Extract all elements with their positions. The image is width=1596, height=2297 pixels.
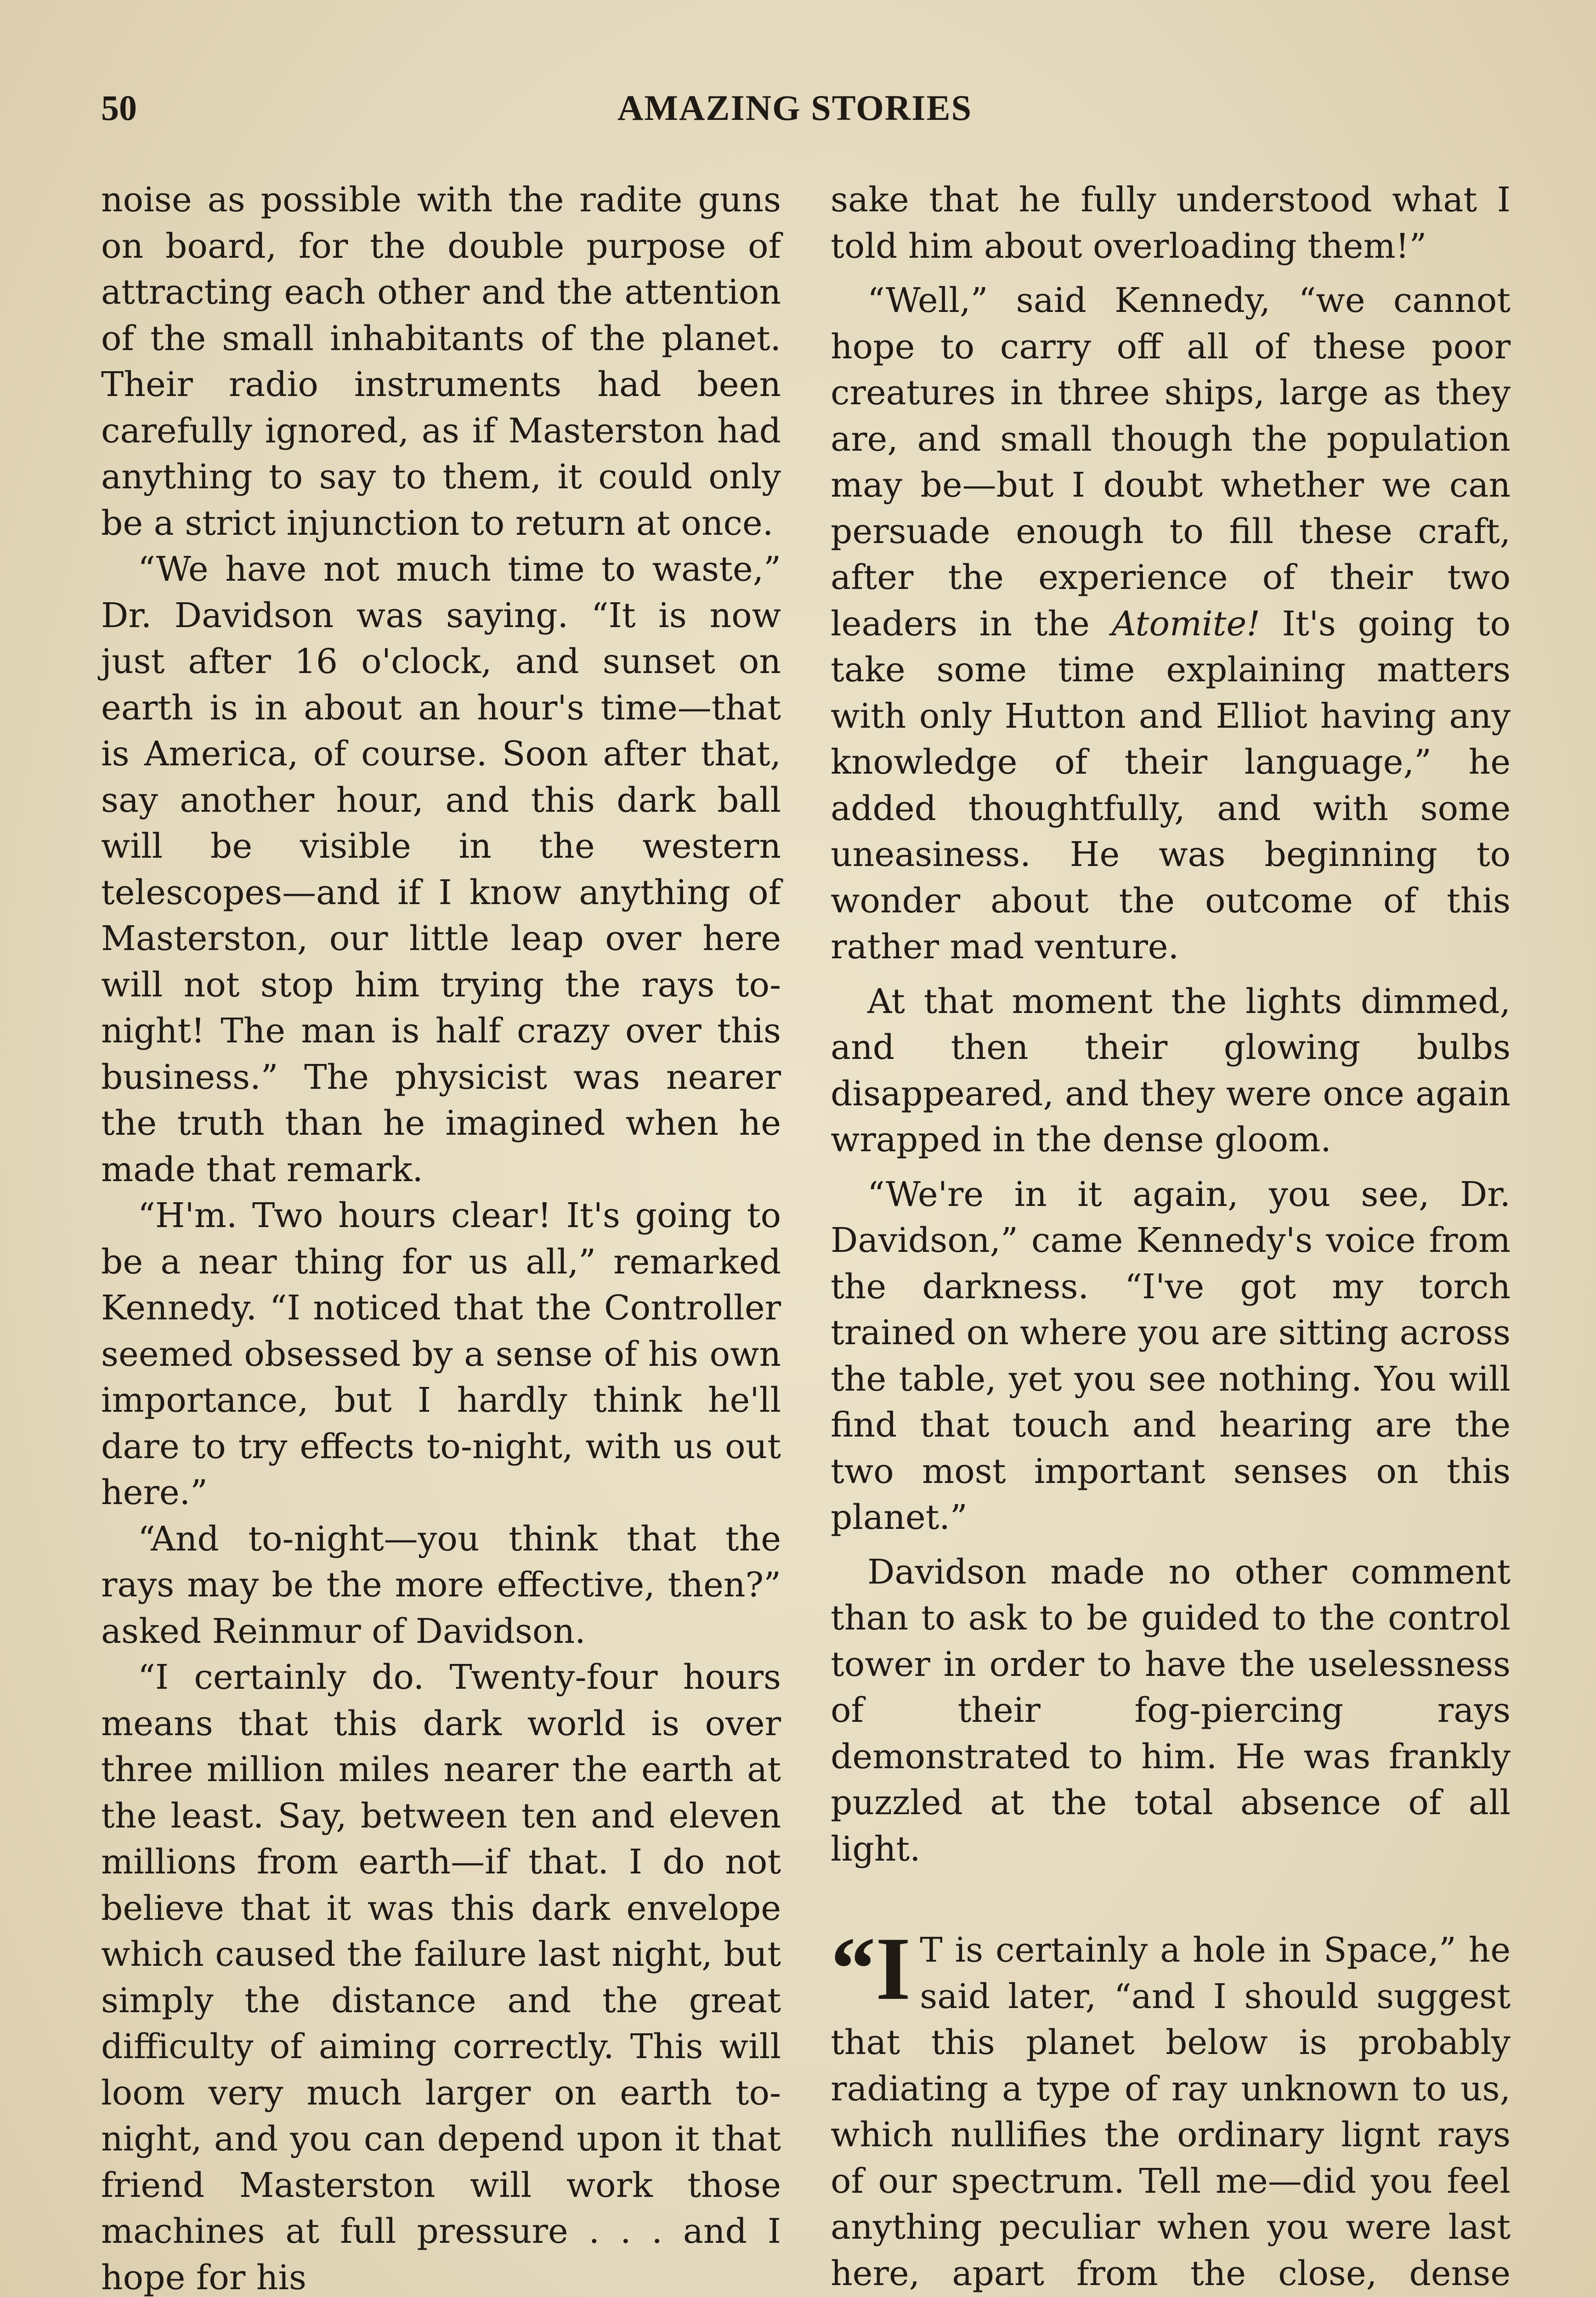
paragraph: At that moment the lights dimmed, and then their glowing bulbs disappeared, and they were once again wrapped in the dense gloom. bbox=[831, 981, 1511, 1160]
page-header bbox=[101, 87, 1488, 138]
paragraph: sake that he fully understood what I told him about overloading them!” bbox=[831, 180, 1511, 266]
paragraph bbox=[831, 277, 1511, 970]
running-head: AMAZING STORIES bbox=[617, 88, 972, 128]
left-column bbox=[101, 177, 781, 2297]
paragraph: “We're in it again, you see, Dr. Davidson,” came Kennedy's voice from the darkness. “I've got my torch trained on where you are sitting across the table, yet you see nothing. You will find that touch and hearing are the two most important senses on this planet.” bbox=[831, 1174, 1511, 1537]
section-paragraph bbox=[831, 1919, 1511, 2297]
page-number: 50 bbox=[101, 88, 137, 128]
ship-name: Atomite! bbox=[1111, 604, 1260, 644]
paragraph-text: T is certainly a hole in Space,” he said later, “and I should suggest that this planet below is probably radiating a type of ray unknown to us, which nullifies the ordinary lignt rays of our spectrum. Tell me—did you feel anything peculiar when you were last here, apart from the close, dense bbox=[831, 1930, 1511, 2293]
paragraph-text: “Well,” said Kennedy, “we cannot hope to carry off all of these poor creatures in three ships, large as they are, and small though the population may be—but I doubt whether we can persuade enough to fill these craft, after the experience of their two leaders in the bbox=[831, 281, 1511, 644]
paragraph: noise as possible with the radite guns on board, for the double purpose of attracting each other and the attention of the small inhabitants of the planet. Their radio instruments had been carefully ignored, as if Masterston had anything to say to them, it could only be a strict injunction to return at once. bbox=[101, 180, 781, 543]
paragraph: “H'm. Two hours clear! It's going to be a near thing for us all,” remarked Kennedy. “I noticed that the Controller seemed obsessed by a sense of his own importance, but I hardly think he'll dare to try effects to-night, with us out here.” bbox=[101, 1196, 781, 1512]
drop-cap: “I bbox=[831, 1919, 911, 2019]
paragraph: Davidson made no other comment than to ask to be guided to the control tower in order to have the uselessness of their fog-piercing rays demonstrated to him. He was frankly puzzled at the total absence of all light. bbox=[831, 1552, 1511, 1869]
paragraph: “We have not much time to waste,” Dr. Davidson was saying. “It is now just after 16 o'clock, and sunset on earth is in about an hour's time—that is America, of course. Soon after that, say another hour, and this dark ball will be visible in the western telescopes—and if I know anything of Masterston, our little leap over here will not stop him trying the rays to-night! The man is half crazy over this business.” The physicist was nearer the truth than he imagined when he made that remark. bbox=[101, 549, 781, 1189]
paragraph: “And to-night—you think that the rays may be the more effective, then?” asked Reinmur of Davidson. bbox=[101, 1519, 781, 1651]
paragraph: “I certainly do. Twenty-four hours means that this dark world is over three million miles nearer the earth at the least. Say, between ten and eleven millions from earth—if that. I do not believe that it was this dark envelope which caused the failure last night, but simply the distance and the great difficulty of aiming correctly. This will loom very much larger on earth to-night, and you can depend upon it that friend Masterston will work those machines at full pressure . . . and I hope for his bbox=[101, 1658, 781, 2297]
right-column bbox=[831, 177, 1511, 2297]
paragraph-text: It's going to take some time explaining matters with only Hutton and Elliot having any knowledge of their language,” he added thoughtfully, and with some uneasiness. He was beginning to wonder about the outcome of this rather mad venture. bbox=[831, 604, 1511, 967]
